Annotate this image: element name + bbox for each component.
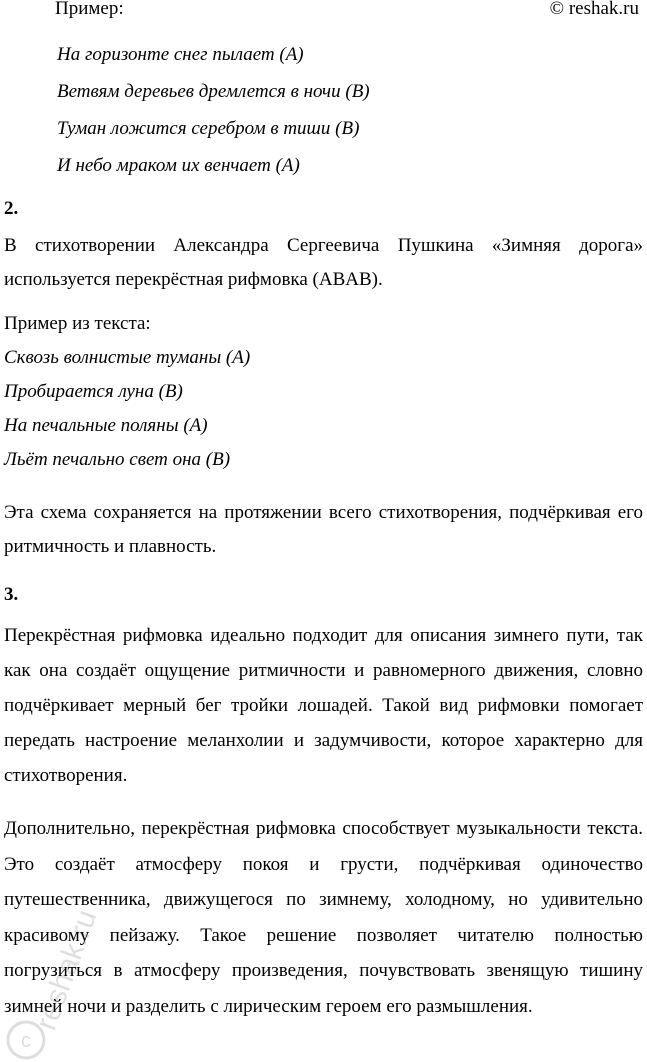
section2-paragraph: В стихотворении Александра Сергеевича Пушкина «Зимняя дорога» используется перекрёстная рифмовка (ABAB). [4, 235, 643, 290]
section2-example-label: Пример из текста: [4, 313, 151, 334]
verse-line: Туман ложится серебром в тиши (B) [57, 118, 360, 139]
section2-verse [4, 341, 250, 477]
verse-line: На горизонте снег пылает (A) [57, 44, 304, 65]
svg-text:c: c [21, 1030, 31, 1052]
example-heading: Пример: [55, 0, 124, 19]
verse-line: Сквозь волнистые туманы (A) [4, 347, 251, 368]
verse-line: На печальные поляны (A) [4, 415, 208, 436]
site-copyright: © reshak.ru [549, 0, 639, 19]
section3-paragraph-1: Перекрёстная рифмовка идеально подходит для описания зимнего пути, так как она создаёт ощущение ритмичности и равномерного движения, словно подчёркивает мерный бег тройки лошадей. Такой вид рифмовки помогает передать настроение меланхолии и задумчивости, которое характерно для стихотворения. [4, 625, 643, 786]
verse-line: Льёт печально свет она (B) [4, 449, 231, 470]
section2-conclusion: Эта схема сохраняется на протяжении всего стихотворения, подчёркивая его ритмичность и плавность. [4, 502, 643, 557]
example-verse [57, 36, 370, 184]
page-header [55, 0, 639, 26]
watermark-text: reshak.ru [29, 905, 104, 1035]
verse-line: И небо мраком их венчает (A) [57, 155, 300, 176]
verse-line: Ветвям деревьев дремлется в ночи (B) [57, 81, 370, 102]
section-number-3: 3. [4, 584, 19, 605]
section3-paragraph-2: Дополнительно, перекрёстная рифмовка способствует музыкальности текста. Это создаёт атмосферу покоя и грусти, подчёркивая одиночество путешественника, движущегося по зимнему, холодному, но удивительно красивому пейзажу. Такое решение позволяет читателю полностью погрузиться в атмосферу произведения, почувствовать звенящую тишину зимней ночи и разделить с лирическим героем его размышления. [4, 818, 643, 1017]
verse-line: Пробирается луна (B) [4, 381, 183, 402]
section-number-2: 2. [4, 198, 19, 219]
